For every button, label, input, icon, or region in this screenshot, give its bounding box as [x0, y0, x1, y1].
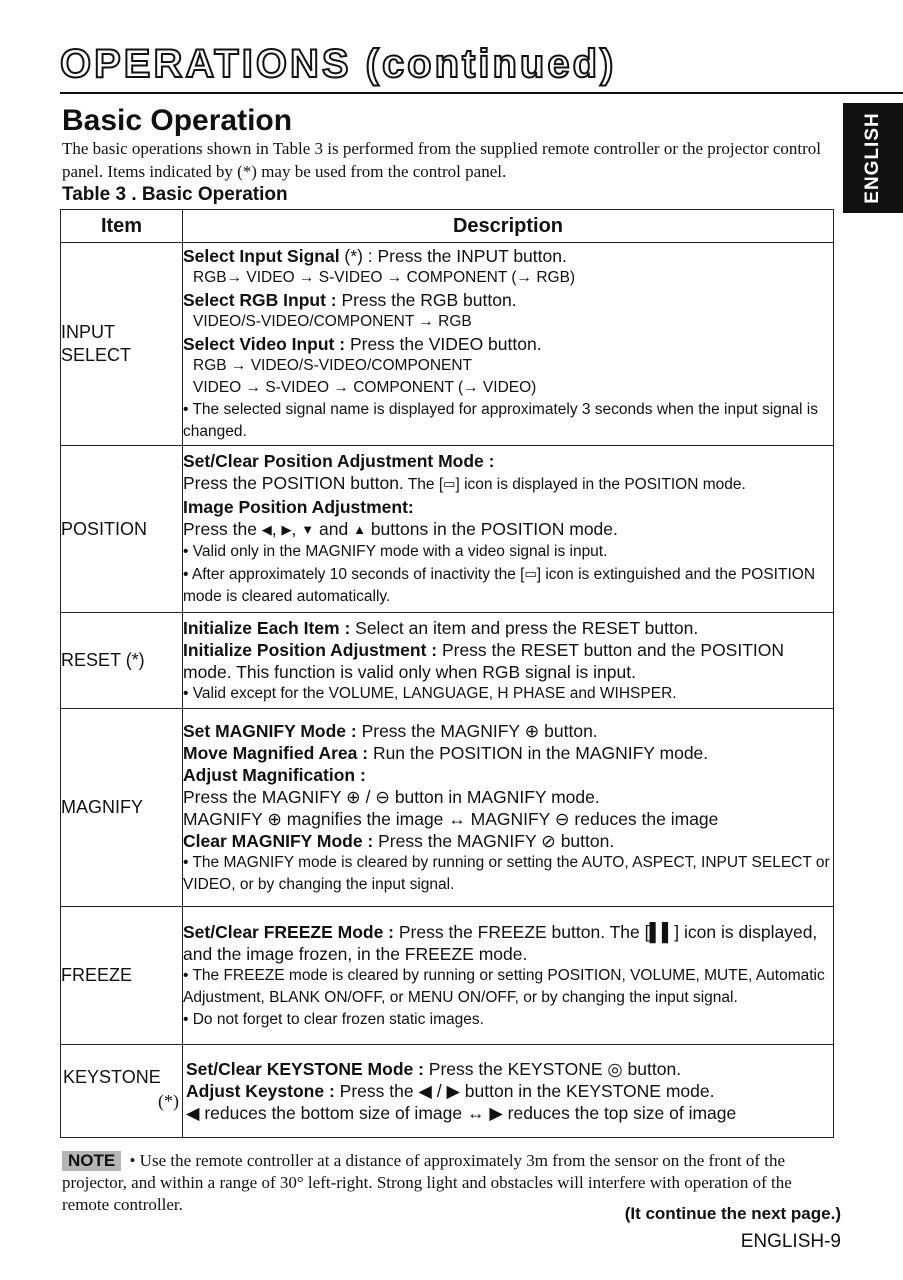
desc-bullet: • Valid only in the MAGNIFY mode with a video signal is input.: [183, 543, 608, 560]
desc-text: ◀ reduces the bottom size of image ↔ ▶ reduces the top size of image: [186, 1103, 737, 1123]
desc-bullet: ] icon is extinguished and the POSITION mode is cleared automatically.: [183, 566, 816, 605]
desc-bullet: • The selected signal name is displayed for approximately 3 seconds when the input signal is changed.: [183, 401, 818, 440]
item-label-line2: SELECT: [61, 345, 132, 365]
language-tab-label: ENGLISH: [862, 112, 883, 204]
table-row-input-select: [61, 243, 834, 446]
desc-text: buttons in the POSITION mode.: [365, 519, 618, 539]
desc-sequence: VIDEO → S-VIDEO → COMPONENT (→ VIDEO): [193, 379, 537, 396]
page-number: ENGLISH-9: [740, 1231, 841, 1252]
desc-text: Press the RESET button and the POSITION mode. This function is valid only when RGB signal is input.: [183, 639, 785, 682]
desc-text: Press the KEYSTONE ◎ button.: [428, 1059, 682, 1079]
desc-heading: Set MAGNIFY Mode :: [183, 720, 362, 741]
desc-heading: Image Position Adjustment:: [183, 497, 414, 517]
header-rule: [60, 92, 903, 94]
desc-text: Select an item and press the RESET button.: [355, 617, 699, 638]
desc-sequence: VIDEO/S-VIDEO/COMPONENT → RGB: [193, 313, 472, 330]
table-caption: Table 3 . Basic Operation: [62, 184, 288, 205]
desc-heading: Select Input Signal: [183, 246, 340, 266]
description-cell: [183, 613, 834, 709]
desc-bullet: • The MAGNIFY mode is cleared by running or setting the AUTO, ASPECT, INPUT SELECT or VIDEO, or by changing the input signal.: [183, 853, 830, 893]
desc-text: Press the INPUT button.: [377, 246, 567, 266]
desc-text: Press the MAGNIFY ⊕ / ⊖ button in MAGNIFY mode.: [183, 786, 600, 807]
page-header-title: OPERATIONS (continued): [60, 42, 617, 86]
table-row-freeze: [61, 907, 834, 1045]
item-cell: FREEZE: [61, 907, 183, 1045]
desc-small-text: ] icon is displayed in the POSITION mode.: [455, 476, 746, 493]
item-label-line1: INPUT: [61, 322, 115, 342]
item-cell: POSITION: [61, 446, 183, 613]
up-arrow-icon: ▲: [353, 522, 366, 537]
desc-heading: Initialize Position Adjustment :: [183, 639, 442, 660]
continue-notice: (It continue the next page.): [624, 1204, 841, 1223]
intro-paragraph: The basic operations shown in Table 3 is performed from the supplied remote controller or the projector control panel. Items indicated by (*) may be used from the control panel.: [62, 139, 822, 181]
desc-text: Press the: [183, 519, 262, 539]
desc-text: Press the POSITION button.: [183, 473, 404, 493]
desc-heading: Move Magnified Area :: [183, 742, 373, 763]
desc-asterisk: (*) :: [339, 246, 378, 266]
left-arrow-icon: ◀: [261, 522, 272, 537]
item-cell: MAGNIFY: [61, 709, 183, 907]
position-icon: ▭: [524, 566, 537, 581]
down-arrow-icon: ▼: [301, 522, 315, 537]
desc-bullet: • After approximately 10 seconds of inactivity the [: [183, 566, 525, 583]
column-header-item: Item: [61, 210, 183, 243]
note-badge: NOTE: [62, 1151, 121, 1171]
desc-text: Press the MAGNIFY ⊕ button.: [361, 720, 598, 741]
table-row-magnify: [61, 709, 834, 907]
desc-small-text: The [: [403, 476, 444, 493]
position-icon: ▭: [443, 476, 456, 491]
desc-heading: Set/Clear KEYSTONE Mode :: [186, 1059, 429, 1079]
table-row-keystone: [61, 1045, 834, 1138]
section-title: Basic Operation: [62, 104, 293, 137]
item-label-line1: KEYSTONE: [63, 1067, 161, 1087]
desc-text: Press the VIDEO button.: [349, 334, 542, 354]
desc-text: Run the POSITION in the MAGNIFY mode.: [372, 742, 709, 763]
description-cell: [183, 1045, 834, 1138]
table-header-row: [61, 210, 834, 243]
description-cell: [183, 243, 834, 446]
desc-bullet: • The FREEZE mode is cleared by running or setting POSITION, VOLUME, MUTE, Automatic Adjustment, BLANK ON/OFF, or MENU ON/OFF, or by changing the input signal.: [183, 966, 825, 1006]
desc-heading: Initialize Each Item :: [183, 617, 356, 638]
item-cell: [61, 243, 183, 446]
desc-heading: Select RGB Input :: [183, 290, 342, 310]
desc-heading: Adjust Magnification :: [183, 764, 366, 785]
item-label-line2: (*): [158, 1091, 179, 1111]
item-cell: [61, 1045, 183, 1138]
description-cell: Set/Clear Position Adjustment Mode : Press the POSITION button. The [▭] icon is displayed in the POSITION mode. Image Position Adjustment: Press the ◀, ▶, ▼ and ▲ buttons in the POSITION mode. • Valid only in the MAGNIFY mode with a video signal is input. • After approximately 10 seconds of inactivity the [▭] icon is extinguished and the POSITION mode is cleared automatically.: [183, 446, 834, 613]
desc-sequence: RGB→ VIDEO → S-VIDEO → COMPONENT (→ RGB): [193, 269, 576, 286]
basic-operation-table: [60, 209, 834, 1138]
table-row-position: [61, 446, 834, 613]
desc-heading: Clear MAGNIFY Mode :: [183, 830, 379, 851]
note-text: • Use the remote controller at a distance of approximately 3m from the sensor on the front of the projector, and within a range of 30° left-right. Strong light and obstacles will interfere with operation of the remote controller.: [62, 1151, 792, 1214]
desc-text: Press the ◀ / ▶ button in the KEYSTONE mode.: [339, 1081, 715, 1101]
right-arrow-icon: ▶: [281, 522, 292, 537]
desc-text: MAGNIFY ⊕ magnifies the image ↔ MAGNIFY ⊖ reduces the image: [183, 808, 719, 829]
column-header-description: Description: [183, 210, 834, 243]
desc-heading: Set/Clear FREEZE Mode :: [183, 921, 399, 942]
description-cell: [183, 907, 834, 1045]
desc-bullet: • Valid except for the VOLUME, LANGUAGE, H PHASE and WIHSPER.: [183, 684, 677, 702]
item-cell: RESET (*): [61, 613, 183, 709]
desc-text: Press the FREEZE button. The [▌▌] icon is displayed, and the image frozen, in the FREEZE mode.: [183, 921, 818, 964]
desc-sequence: RGB → VIDEO/S-VIDEO/COMPONENT: [193, 357, 473, 374]
desc-text: Press the RGB button.: [341, 290, 517, 310]
language-tab: [843, 103, 903, 213]
table-row-reset: [61, 613, 834, 709]
desc-bullet: • Do not forget to clear frozen static images.: [183, 1010, 484, 1028]
desc-heading: Adjust Keystone :: [186, 1081, 340, 1101]
desc-heading: Set/Clear Position Adjustment Mode :: [183, 451, 495, 471]
desc-text: Press the MAGNIFY ⊘ button.: [378, 830, 615, 851]
desc-text: and: [314, 519, 354, 539]
description-cell: [183, 709, 834, 907]
desc-heading: Select Video Input :: [183, 334, 350, 354]
